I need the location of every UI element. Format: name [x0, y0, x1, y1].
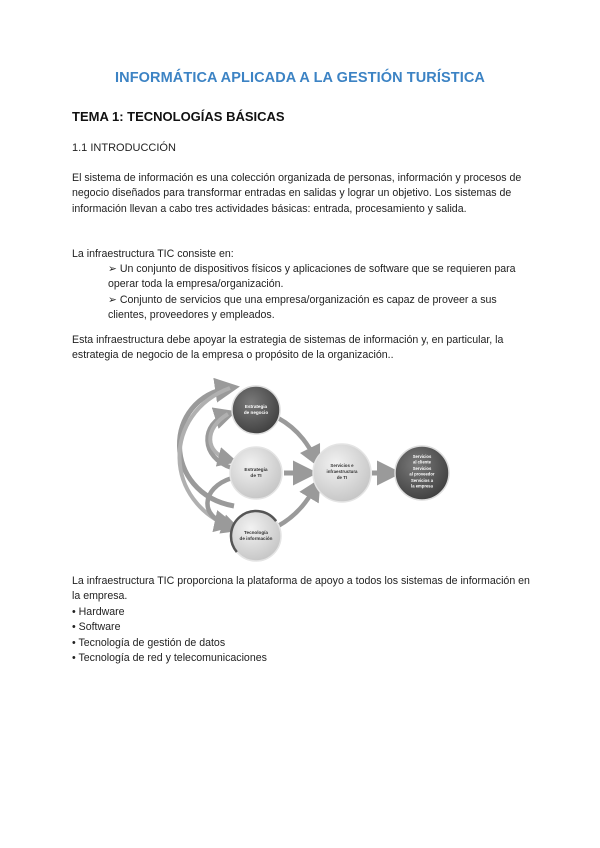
svg-text:Servicios a: Servicios a — [410, 478, 434, 483]
svg-text:Servicios e: Servicios e — [330, 463, 354, 468]
paragraph-infra: La infraestructura TIC consiste en: — [72, 248, 234, 260]
node-business-strategy — [232, 386, 280, 434]
list-item: • Hardware — [72, 606, 125, 618]
paragraph-platform: La infraestructura TIC proporciona la plataforma de apoyo a todos los sistemas de información en la empresa. — [72, 575, 530, 603]
component-list — [72, 605, 267, 667]
arrow-business-to-infra — [278, 418, 316, 460]
svg-text:de negocio: de negocio — [243, 410, 269, 415]
svg-text:Servicios: Servicios — [412, 466, 432, 471]
svg-text:al proveedor: al proveedor — [409, 471, 435, 477]
paragraph-intro: El sistema de información es una colección organizada de personas, información y procesos de negocio diseñados para transformar entradas en salidas y lograr un objetivo. Los sistemas de información llevan a cabo tres actividades básicas: entrada, procesamiento y salida. — [72, 172, 522, 215]
arrow-ittech-to-infra — [278, 486, 316, 526]
svg-text:la empresa: la empresa — [411, 483, 433, 489]
node-it-infrastructure — [313, 444, 371, 502]
node-it-technology — [221, 501, 291, 568]
svg-text:Estrategia: Estrategia — [244, 468, 268, 473]
bullet-item: ➢ Conjunto de servicios que una empresa/organización es capaz de proveer a sus clientes, proveedores y empleados. — [108, 294, 497, 322]
svg-text:Estrategia: Estrategia — [244, 404, 268, 409]
list-item: • Software — [72, 621, 121, 634]
svg-text:de TI: de TI — [250, 474, 262, 479]
infrastructure-diagram — [170, 378, 460, 568]
node-customer-services — [395, 446, 449, 500]
list-item: • Tecnología de gestión de datos — [72, 636, 226, 649]
section-subheading: 1.1 INTRODUCCIÓN — [72, 142, 176, 154]
list-item: • Tecnología de red y telecomunicaciones — [72, 652, 267, 665]
paragraph-strategy: Esta infraestructura debe apoyar la estrategia de sistemas de información y, en particular, la estrategia de negocio de la empresa o propósito de la organización.. — [72, 334, 504, 362]
node-it-strategy — [230, 447, 282, 499]
svg-text:Tecnología: Tecnología — [244, 530, 268, 535]
svg-text:Servicios: Servicios — [412, 454, 432, 459]
document-title: INFORMÁTICA APLICADA A LA GESTIÓN TURÍSTICA — [115, 70, 485, 86]
bullet-item: ➢ Un conjunto de dispositivos físicos y aplicaciones de software que se requieren para operar toda la empresa/organización. — [108, 263, 516, 291]
svg-text:de TI: de TI — [336, 475, 348, 480]
svg-text:de información: de información — [239, 536, 273, 541]
topic-heading: TEMA 1: TECNOLOGÍAS BÁSICAS — [72, 109, 285, 124]
svg-text:infraestructura: infraestructura — [326, 469, 358, 474]
svg-text:al cliente: al cliente — [413, 459, 431, 465]
